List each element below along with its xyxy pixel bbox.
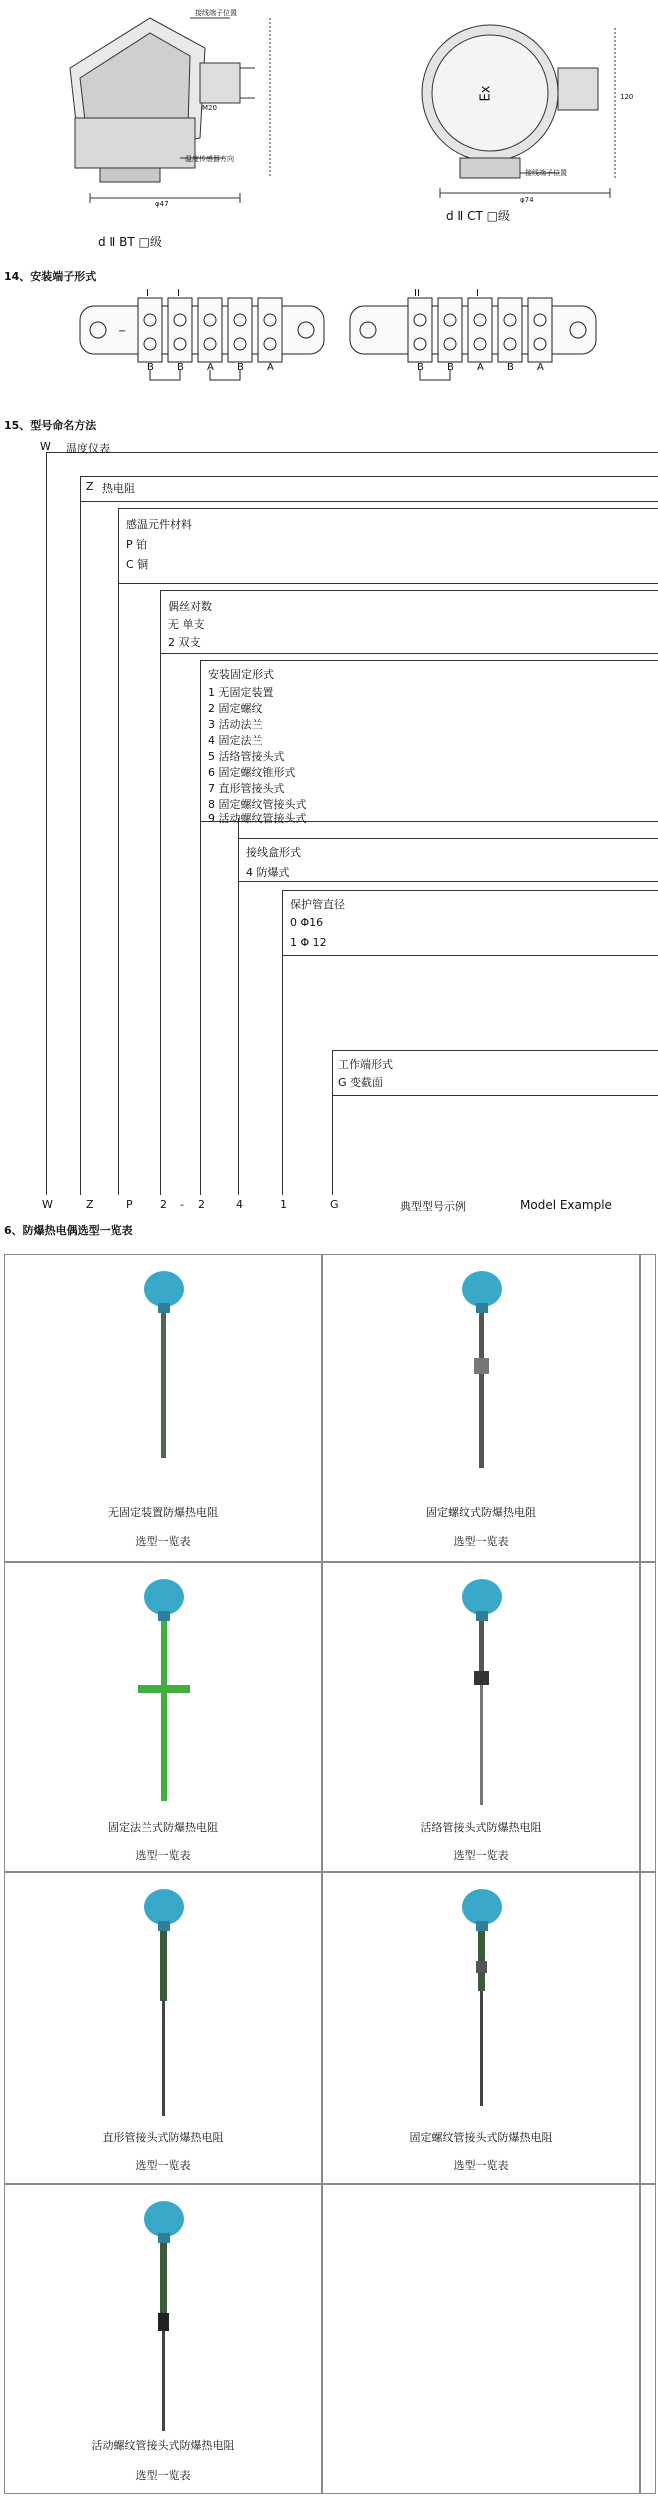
product-cell-empty bbox=[322, 2184, 640, 2494]
svg-text:B: B bbox=[237, 362, 244, 373]
svg-text:I: I bbox=[146, 288, 149, 299]
svg-text:−: − bbox=[118, 326, 127, 337]
product-cell bbox=[322, 1872, 640, 2184]
svg-text:B: B bbox=[147, 362, 154, 373]
mount-item-8: 9 活动螺纹管接头式 bbox=[208, 812, 307, 825]
note-terminal: 接线端子位置 bbox=[195, 9, 237, 17]
mount-item-0: 1 无固定装置 bbox=[208, 686, 274, 699]
svg-text:A: A bbox=[537, 362, 544, 373]
sensor-image-7 bbox=[124, 2193, 204, 2433]
mount-item-6: 7 直形管接头式 bbox=[208, 782, 285, 795]
pairs-item-1: 2 双支 bbox=[168, 636, 201, 649]
example-code-7: 1 bbox=[280, 1198, 287, 1211]
svg-text:B: B bbox=[447, 362, 454, 373]
z-desc: 热电阻 bbox=[102, 482, 135, 495]
sensor-image-6 bbox=[452, 1881, 512, 2111]
product-cell bbox=[322, 1254, 640, 1562]
example-code-4: - bbox=[180, 1198, 184, 1211]
svg-text:B: B bbox=[417, 362, 424, 373]
product-grid bbox=[4, 1254, 656, 2494]
col-line-w bbox=[46, 452, 47, 1195]
note-sensor: 温度传感器方向 bbox=[185, 155, 234, 163]
p-item-0: P 铂 bbox=[126, 538, 148, 551]
example-code-5: 2 bbox=[198, 1198, 205, 1211]
example-label: 典型型号示例 bbox=[400, 1200, 466, 1213]
select-table-link[interactable]: 选型一览表 bbox=[135, 2469, 191, 2482]
caption-ct: d Ⅱ CT □级 bbox=[446, 209, 511, 223]
tube-head: 保护管直径 bbox=[290, 898, 345, 911]
example-code-2: P bbox=[126, 1198, 133, 1211]
select-table-link[interactable]: 选型一览表 bbox=[453, 1849, 509, 1862]
product-cell-empty bbox=[640, 1872, 656, 2184]
mount-item-5: 6 固定螺纹锥形式 bbox=[208, 766, 296, 779]
tube-item-1: 1 Φ 12 bbox=[290, 936, 327, 949]
svg-text:B: B bbox=[177, 362, 184, 373]
tube-item-0: 0 Φ16 bbox=[290, 916, 324, 929]
pairs-box bbox=[160, 590, 658, 654]
sensor-image-2 bbox=[452, 1263, 512, 1473]
product-cell-empty bbox=[640, 1562, 656, 1872]
product-cell bbox=[4, 1254, 322, 1562]
product-name: 直形管接头式防爆热电阻 bbox=[102, 2131, 224, 2144]
example-label-en: Model Example bbox=[520, 1198, 612, 1212]
svg-text:A: A bbox=[267, 362, 274, 373]
product-cell-empty bbox=[640, 1254, 656, 1562]
w-topline bbox=[46, 452, 658, 453]
example-code-3: 2 bbox=[160, 1198, 167, 1211]
p-item-1: C 铜 bbox=[126, 558, 149, 571]
example-code-6: 4 bbox=[236, 1198, 243, 1211]
dim-m20: M20 bbox=[202, 104, 217, 112]
product-name: 无固定装置防爆热电阻 bbox=[108, 1506, 218, 1519]
sensor-image-4 bbox=[452, 1571, 512, 1811]
select-table-link[interactable]: 选型一览表 bbox=[135, 1849, 191, 1862]
col-line-z bbox=[80, 476, 81, 1195]
junction-box-drawing-bt bbox=[40, 8, 290, 223]
terminal-block-single bbox=[78, 288, 328, 388]
sensor-image-1 bbox=[134, 1263, 194, 1463]
svg-text:I: I bbox=[177, 288, 180, 299]
caption-bt: d Ⅱ BT □级 bbox=[98, 235, 162, 249]
p-box bbox=[118, 508, 658, 584]
example-code-8: G bbox=[330, 1198, 339, 1211]
mount-item-3: 4 固定法兰 bbox=[208, 734, 263, 747]
svg-text:B: B bbox=[507, 362, 514, 373]
product-name: 活动螺纹管接头式防爆热电阻 bbox=[91, 2439, 235, 2452]
end-item-0: G 变截面 bbox=[338, 1076, 384, 1089]
mount-head: 安装固定形式 bbox=[208, 668, 274, 681]
terminal-block-double bbox=[348, 288, 600, 388]
select-table-link[interactable]: 选型一览表 bbox=[453, 2159, 509, 2172]
product-name: 固定法兰式防爆热电阻 bbox=[108, 1821, 218, 1834]
svg-text:A: A bbox=[207, 362, 214, 373]
z-code: Z bbox=[86, 480, 94, 493]
svg-text:I: I bbox=[476, 288, 479, 299]
product-cell bbox=[4, 1562, 322, 1872]
w-code: W bbox=[40, 440, 51, 453]
mount-item-4: 5 活络管接头式 bbox=[208, 750, 285, 763]
end-head: 工作端形式 bbox=[338, 1058, 393, 1071]
model-naming-diagram bbox=[0, 440, 658, 1220]
section-14-title: 14、安装端子形式 bbox=[4, 270, 97, 283]
dim-phi47: φ47 bbox=[155, 200, 169, 208]
section-16-title: 6、防爆热电偶选型一览表 bbox=[4, 1224, 133, 1237]
housing-head: 接线盒形式 bbox=[246, 846, 301, 859]
housing-box bbox=[238, 838, 658, 882]
housing-item-0: 4 防爆式 bbox=[246, 866, 290, 879]
product-cell-empty bbox=[640, 2184, 656, 2494]
select-table-link[interactable]: 选型一览表 bbox=[135, 1535, 191, 1548]
product-cell bbox=[4, 2184, 322, 2494]
select-table-link[interactable]: 选型一览表 bbox=[453, 1535, 509, 1548]
example-code-1: Z bbox=[86, 1198, 94, 1211]
ex-mark: Ex bbox=[478, 85, 494, 102]
mount-item-1: 2 固定螺纹 bbox=[208, 702, 263, 715]
dim-phi74: φ74 bbox=[520, 196, 534, 204]
mount-item-2: 3 活动法兰 bbox=[208, 718, 263, 731]
pairs-item-0: 无 单支 bbox=[168, 618, 205, 631]
col-line-p bbox=[118, 508, 119, 1195]
note-terminal-ct: 接线端子位置 bbox=[525, 169, 567, 177]
product-name: 固定螺纹管接头式防爆热电阻 bbox=[409, 2131, 553, 2144]
product-cell bbox=[4, 1872, 322, 2184]
dim-120: 120 bbox=[620, 93, 634, 101]
svg-text:A: A bbox=[477, 362, 484, 373]
product-name: 活络管接头式防爆热电阻 bbox=[420, 1821, 542, 1834]
product-cell bbox=[322, 1562, 640, 1872]
example-code-0: W bbox=[42, 1198, 53, 1211]
z-box bbox=[80, 476, 658, 502]
select-table-link[interactable]: 选型一览表 bbox=[135, 2159, 191, 2172]
section-15-title: 15、型号命名方法 bbox=[4, 419, 97, 432]
sensor-image-3 bbox=[124, 1571, 204, 1811]
product-name: 固定螺纹式防爆热电阻 bbox=[426, 1506, 536, 1519]
p-head: 感温元件材料 bbox=[126, 518, 192, 531]
sensor-image-5 bbox=[134, 1881, 194, 2121]
col-line-2a bbox=[160, 590, 161, 1195]
svg-text:II: II bbox=[414, 288, 420, 299]
junction-box-drawing-ct bbox=[410, 8, 640, 218]
w-desc: 温度仪表 bbox=[66, 442, 110, 455]
pairs-head: 偶丝对数 bbox=[168, 600, 212, 613]
mount-item-7: 8 固定螺纹管接头式 bbox=[208, 798, 307, 811]
